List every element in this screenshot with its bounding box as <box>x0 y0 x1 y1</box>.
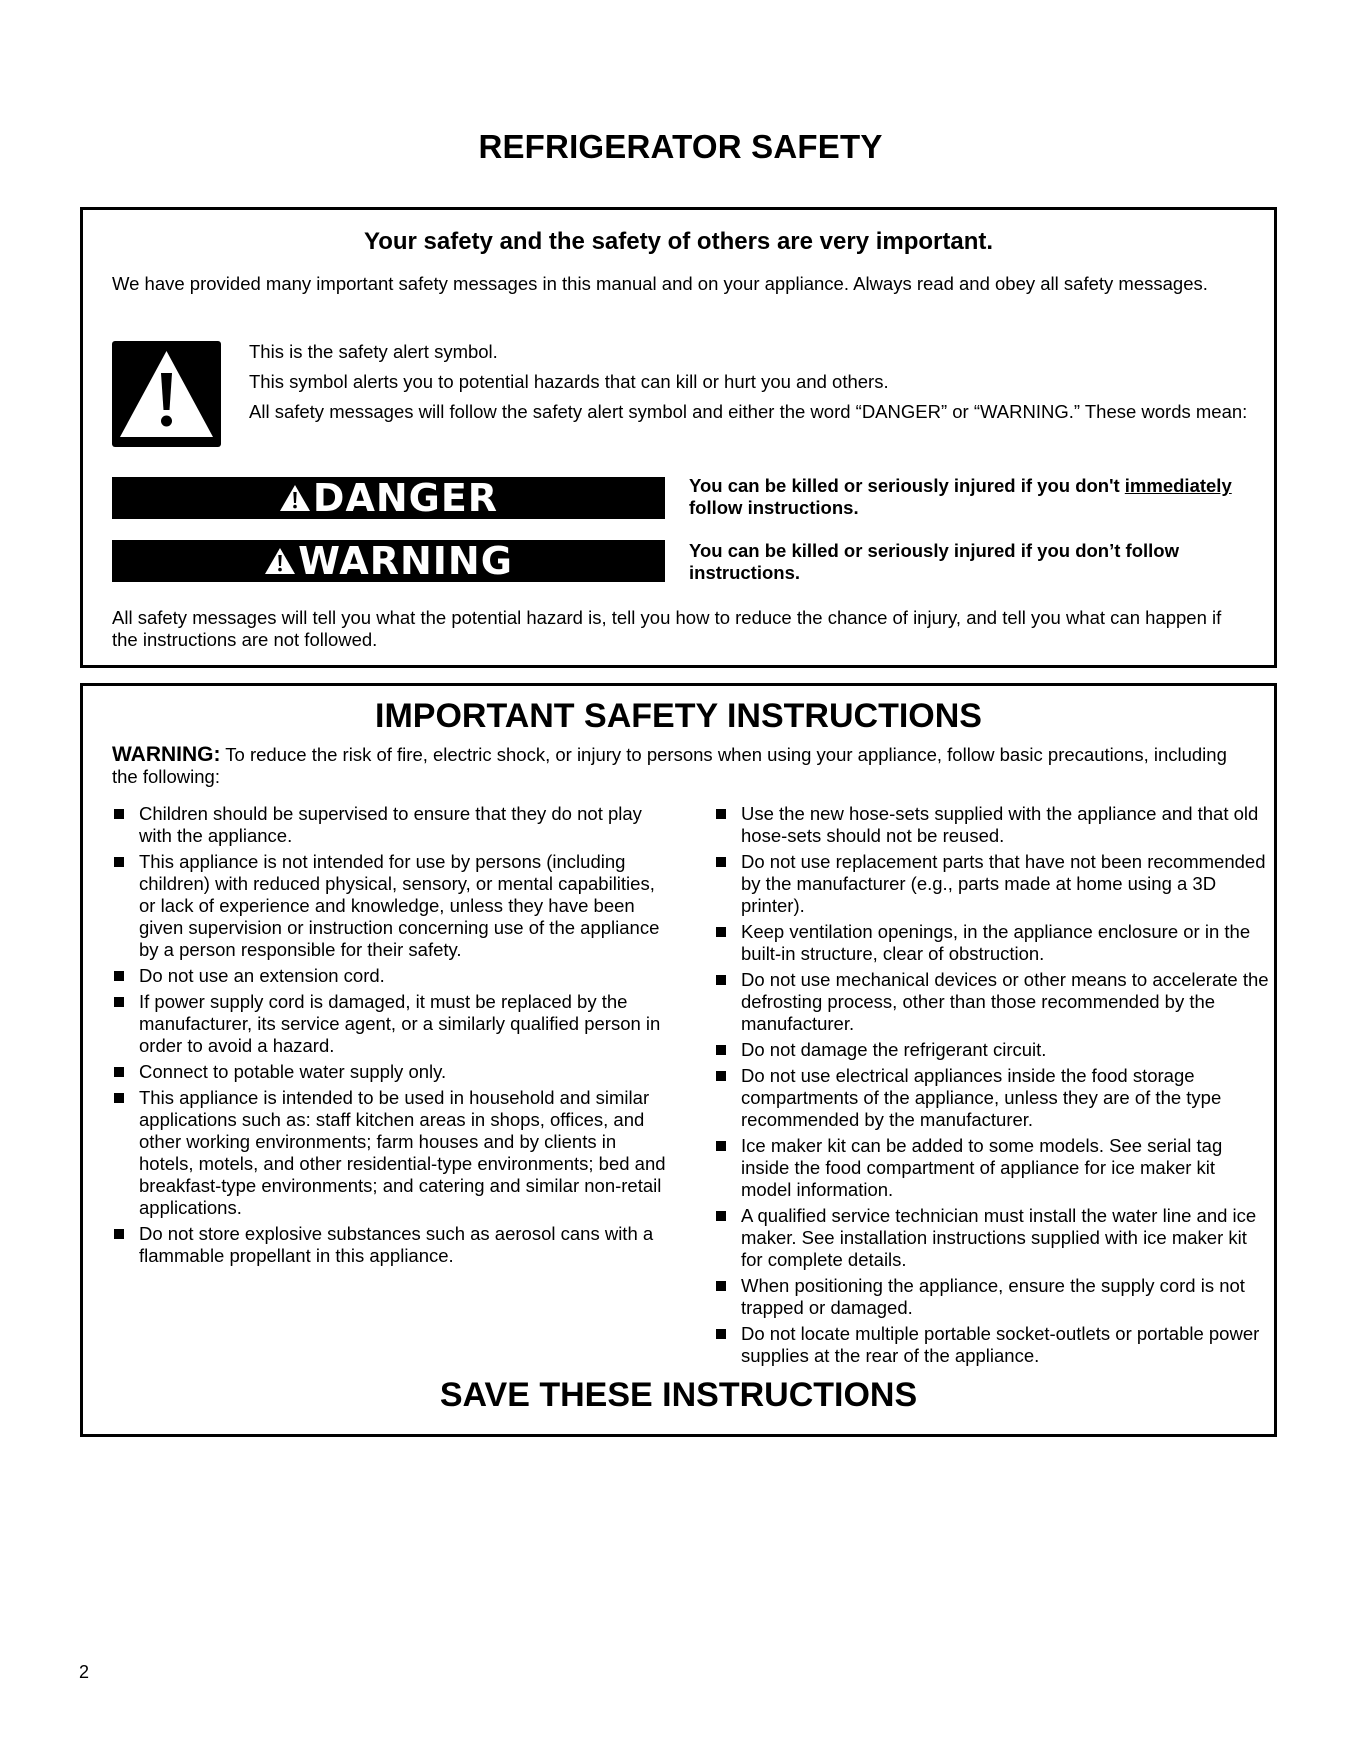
list-item <box>112 851 667 961</box>
bullet-square-icon <box>716 1045 726 1055</box>
list-item-text: A qualified service technician must install the water line and ice maker. See installation instructions supplied with ice maker kit for complete details. <box>741 1205 1257 1270</box>
danger-message <box>689 475 1249 519</box>
list-item <box>112 991 667 1057</box>
list-item-text: Do not use mechanical devices or other means to accelerate the defrosting process, other than those recommended by the manufacturer. <box>741 969 1269 1034</box>
warning-message: You can be killed or seriously injured if you don’t follow instructions. <box>689 540 1179 583</box>
bullet-square-icon <box>114 857 124 867</box>
list-item-text: Connect to potable water supply only. <box>139 1061 447 1082</box>
symbol-line: This is the safety alert symbol. <box>249 341 498 362</box>
list-item-text: Do not use an extension cord. <box>139 965 385 986</box>
bullet-square-icon <box>716 857 726 867</box>
list-item <box>112 1087 667 1219</box>
bullet-square-icon <box>114 1093 124 1103</box>
bullet-square-icon <box>716 1211 726 1221</box>
list-item-text: This appliance is not intended for use by persons (including children) with reduced physical, sensory, or mental capabilities, or lack of experience and knowledge, unless they have been given supervision or instruction concerning use of the appliance by a person responsible for their safety. <box>139 851 660 960</box>
bullet-square-icon <box>716 1281 726 1291</box>
list-item-text: Do not use replacement parts that have not been recommended by the manufacturer (e.g., parts made at home using a 3D printer). <box>741 851 1266 916</box>
danger-message-part: You can be killed or seriously injured if you don't <box>689 475 1125 496</box>
bullet-square-icon <box>114 971 124 981</box>
list-item-text: When positioning the appliance, ensure the supply cord is not trapped or damaged. <box>741 1275 1245 1318</box>
instructions-list-right <box>714 803 1269 1371</box>
list-item <box>112 803 667 847</box>
list-item-text: This appliance is intended to be used in household and similar applications such as: staff kitchen areas in shops, offices, and other working environments; farm houses and by clients in hotels, motels, and other residential-type environments; bed and breakfast-type environments; and catering and similar non-retail applications. <box>139 1087 666 1218</box>
list-item <box>112 965 667 987</box>
list-item <box>714 1323 1269 1367</box>
bullet-square-icon <box>716 975 726 985</box>
safety-symbol-explanation <box>249 341 1249 431</box>
danger-label: DANGER <box>312 476 499 520</box>
page-number: 2 <box>79 1662 90 1682</box>
instructions-list-left <box>112 803 667 1271</box>
list-item <box>714 1275 1269 1319</box>
bullet-square-icon <box>716 809 726 819</box>
safety-message-box <box>80 207 1277 668</box>
important-instructions-box <box>80 683 1277 1437</box>
warning-label: WARNING <box>298 539 513 583</box>
list-item <box>714 921 1269 965</box>
list-item-text: Use the new hose-sets supplied with the appliance and that old hose-sets should not be reused. <box>741 803 1259 846</box>
bullet-square-icon <box>716 1141 726 1151</box>
bullet-square-icon <box>114 1229 124 1239</box>
list-item <box>714 1135 1269 1201</box>
bullet-square-icon <box>114 997 124 1007</box>
list-item-text: Children should be supervised to ensure that they do not play with the appliance. <box>139 803 642 846</box>
bullet-square-icon <box>114 809 124 819</box>
page-title: REFRIGERATOR SAFETY <box>478 128 883 165</box>
list-item-text: Do not store explosive substances such as aerosol cans with a flammable propellant in this appliance. <box>139 1223 654 1266</box>
list-item-text: Do not locate multiple portable socket-outlets or portable power supplies at the rear of the appliance. <box>741 1323 1260 1366</box>
bullet-square-icon <box>114 1067 124 1077</box>
list-item <box>714 969 1269 1035</box>
warning-signal-bar <box>112 540 665 582</box>
list-item <box>112 1223 667 1267</box>
list-item-text: If power supply cord is damaged, it must be replaced by the manufacturer, its service agent, or a similarly qualified person in order to avoid a hazard. <box>139 991 661 1056</box>
list-item-text: Do not damage the refrigerant circuit. <box>741 1039 1047 1060</box>
safety-box-heading: Your safety and the safety of others are very important. <box>363 228 994 255</box>
list-item-text: Ice maker kit can be added to some models. See serial tag inside the food compartment of appliance for ice maker kit model information. <box>741 1135 1223 1200</box>
safety-alert-icon <box>112 341 221 447</box>
warning-intro-text: To reduce the risk of fire, electric shock, or injury to persons when using your appliance, follow basic precautions, including the following: <box>112 744 1227 787</box>
list-item <box>112 1061 667 1083</box>
list-item <box>714 851 1269 917</box>
list-item-text: Keep ventilation openings, in the appliance enclosure or in the built-in structure, clear of obstruction. <box>741 921 1251 964</box>
list-item <box>714 803 1269 847</box>
warning-alert-icon <box>264 547 296 575</box>
bullet-square-icon <box>716 927 726 937</box>
symbol-line: All safety messages will follow the safety alert symbol and either the word “DANGER” or “WARNING.” These words mean: <box>249 401 1248 422</box>
bullet-square-icon <box>716 1071 726 1081</box>
warning-intro <box>112 744 1242 788</box>
instructions-heading: IMPORTANT SAFETY INSTRUCTIONS <box>375 697 982 735</box>
list-item <box>714 1039 1269 1061</box>
danger-message-part: follow instructions. <box>689 497 859 518</box>
list-item <box>714 1065 1269 1131</box>
danger-message-emphasis: immediately <box>1124 475 1232 496</box>
symbol-line: This symbol alerts you to potential hazards that can kill or hurt you and others. <box>249 371 889 392</box>
save-instructions-heading: SAVE THESE INSTRUCTIONS <box>439 1376 918 1414</box>
list-item <box>714 1205 1269 1271</box>
danger-signal-bar <box>112 477 665 519</box>
safety-closing-text: All safety messages will tell you what the potential hazard is, tell you how to reduce the chance of injury, and tell you what can happen if the instructions are not followed. <box>112 607 1222 650</box>
list-item-text: Do not use electrical appliances inside the food storage compartments of the appliance, unless they are of the type recommended by the manufacturer. <box>741 1065 1222 1130</box>
safety-intro-text: We have provided many important safety messages in this manual and on your appliance. Always read and obey all safety messages. <box>112 273 1208 294</box>
warning-intro-label: WARNING: <box>112 743 221 766</box>
bullet-square-icon <box>716 1329 726 1339</box>
danger-alert-icon <box>279 484 311 512</box>
